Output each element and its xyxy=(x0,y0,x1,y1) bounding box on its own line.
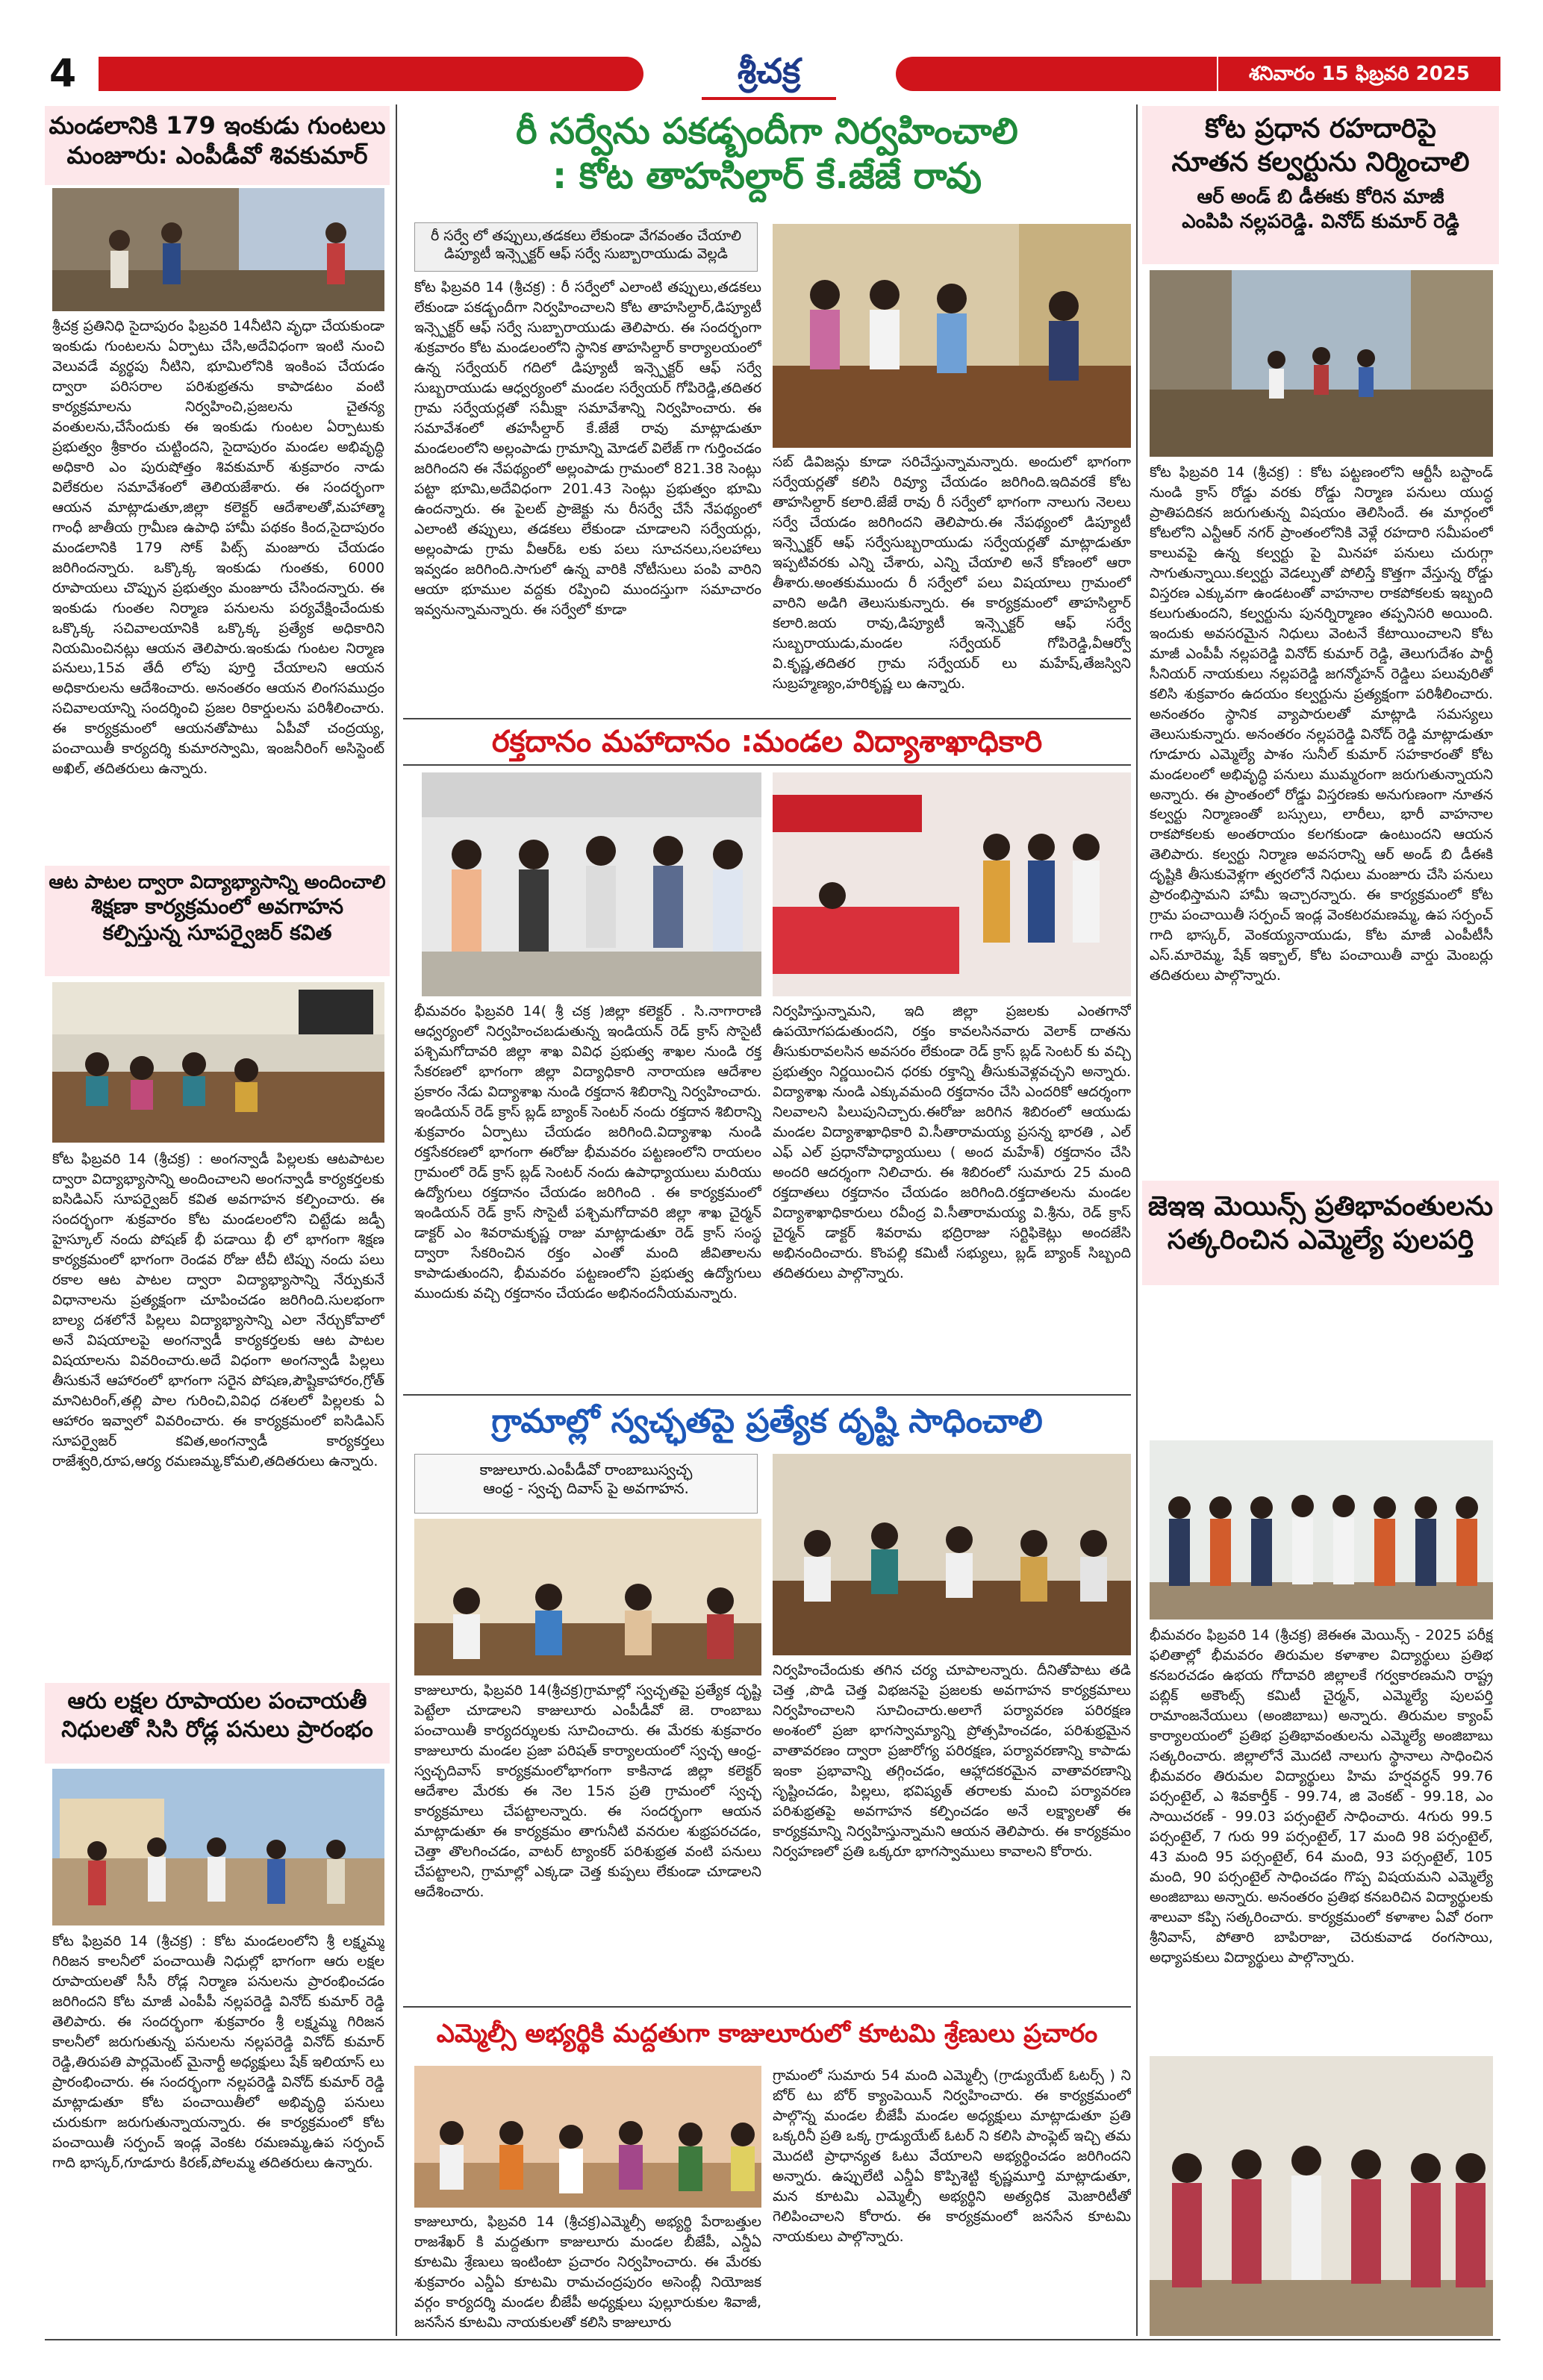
center-story4-body-col2: గ్రామంలో సుమారు 54 మంది ఎమ్మెల్సీ (గ్రాడ్యుయేట్ ఓటర్స్ ) ని బోర్ టు బోర్ క్యాంపెయిన్ నిర్వహించారు. ఈ కార్యక్రమంలో పాల్గొన్న మండల బీజేపీ మండల అధ్యక్షులు మాట్లాడుతూ ప్రతి ఒక్కరినీ ప్రతి ఒక్క గ్రాడ్యుయేట్ ఓటర్ ని కలిసి పాంఫ్లెట్ ఇచ్చి తమ మొదటి ప్రాధాన్యత ఓటు వేయాలని అభ్యర్థించడం జరిగిందని అన్నారు. ఉప్పులేటి ఎన్డీఏ కొప్పిశెట్టి కృష్ణమూర్తి మాట్లాడుతూ, మన కూటమి ఎమ్మెల్సీ అభ్యర్థిని అత్యధిక మెజారిటీతో గెలిపించాలని కోరారు. ఈ కార్యక్రమంలో జనసేన కూటమి నాయకులు పాల్గొన్నారు. xyxy=(773,2067,1131,2245)
issue-date: శనివారం 15 ఫిబ్రవరి 2025 xyxy=(1249,63,1470,85)
center-story3-caption xyxy=(414,1454,758,1514)
right-story2-headline xyxy=(1142,1181,1499,1285)
left-story1-headline xyxy=(45,106,390,185)
left-story2-headline-line2: శిక్షణా కార్యక్రమంలో అవగాహన xyxy=(90,894,344,919)
right-story1-subhead-line1: ఆర్ అండ్ బి డీఈకు కోరిన మాజీ xyxy=(1197,186,1444,208)
page-number: 4 xyxy=(49,51,77,96)
center-story4-body-col1: కాజులూరు, ఫిబ్రవరి 14 (శ్రీచక్ర)ఎమ్మెల్సీ అభ్యర్థి పేరాబత్తుల రాజశేఖర్ కి మద్దతుగా కాజులూరు మండల బీజేపీ, ఎన్డీఏ కూటమి శ్రేణులు ఇంటింటా ప్రచారం నిర్వహించారు. ఈ మేరకు శుక్రవారం ఎన్డీఏ కూటమి రామచంద్రపురం అసెంబ్లీ నియోజక వర్గం కార్యదర్శి మండల బీజేపీ అధ్యక్షులు పుల్లూరుకుల శివాజీ, జనసేన కూటమి నాయకులతో కలిసి కాజులూరు xyxy=(414,2214,761,2331)
center-story1-photo xyxy=(773,224,1131,448)
left-story2-body: కోట ఫిబ్రవరి 14 (శ్రీచక్ర) : అంగన్వాడీ పిల్లలకు ఆటపాటల ద్వారా విద్యాభ్యాసాన్ని అందించాలని అంగన్వాడీ కార్యకర్తలకు ఐసిడిఎస్ సూపర్వైజర్ కవిత అవగాహన కల్పించారు. ఈ సందర్భంగా శుక్రవారం కోట మండలంలోని చిట్టేడు జడ్పీ హైస్కూల్ నందు పోషణ్ భీ పడాయి భీ లో భాగంగా శిక్షణ కార్యక్రమంలో భాగంగా రెండవ రోజు టీచీ టిప్పు నందు పలు రకాల ఆట పాటల ద్వారా విద్యాభ్యాసాన్ని నేర్పుకునే విధానాలను ప్రత్యక్షంగా చూపించడం జరిగింది.సులభంగా బాల్య దశలోనే పిల్లలు విద్యాభ్యాసాన్ని ఎలా నేర్చుకోవాలో అనే విషయాలపై అంగన్వాడీ కార్యకర్తలకు ఆట పాటల విషయాలను వివరించారు.అదే విధంగా అంగన్వాడీ పిల్లలు తీసుకునే ఆహారంలో భాగంగా సరైన పోషణ,పౌష్టికాహారం,గ్రోత్ మానిటరింగ్,తల్లి పాల గురించి,వివిధ దశలలో పిల్లలకు ఏ ఆహారం ఇవ్వాలో వివరించారు. ఈ కార్యక్రమంలో ఐసిడిఎస్ సూపర్వైజర్ కవిత,అంగన్వాడీ కార్యకర్తలు రాజేశ్వరి,రూప,ఆర్య రమణమ్మ,కోమలి,తదితరులు ఉన్నారు. xyxy=(52,1151,384,1469)
center-story1-body-col2: సబ్ డివిజన్లు కూడా సరిచేస్తున్నామన్నారు. అందులో భాగంగా సర్వేయర్లతో కలిసి రివ్యూ చేయడం జరిగింది.ఇదివరకే కోట తాహసిల్దార్ కలారి.జేజే రావు రీ సర్వేలో భాగంగా నాలుగు నెలలు సర్వే చేయడం జరిగిందని తెలిపారు.ఈ నేపథ్యంలో డిప్యూటీ ఇన్స్పెక్టర్ ఆఫ్ సర్వేసుబ్బరాయుడు సర్వేయర్లతో మాట్లాడుతూ ఇప్పటివరకు ఎన్ని చేశారు, ఎన్ని చేయాలి అనే కోణంలో ఆరా తీశారు.అంతకుముందు రీ సర్వేలో పలు విషయాలు గ్రామంలో వారిని అడిగి తెలుసుకున్నారు. ఈ కార్యక్రమంలో తాహసిల్దార్ కలారి.జయ రావు,డిప్యూటీ ఇన్స్పెక్టర్ ఆఫ్ సర్వే సుబ్బరాయుడు,మండల సర్వేయర్ గోపిరెడ్డి,వీఆర్వో వి.కృష్ణ,తదితర గ్రామ సర్వేయర్ లు మహేష్,తేజస్విని సుబ్రహ్మణ్యం,హరికృష్ణ లు ఉన్నారు. xyxy=(773,454,1131,692)
center-story3-photo2 xyxy=(773,1454,1131,1655)
center-story2-body-col1: భీమవరం ఫిబ్రవరి 14( శ్రీ చక్ర )జిల్లా కలెక్టర్ . సి.నాగారాణి ఆధ్వర్యంలో నిర్వహించబడుతున్న ఇండియన్ రెడ్ క్రాస్ సొసైటీ పశ్చిమగోదావరి జిల్లా శాఖ వివిధ ప్రభుత్వ శాఖల నుండి రక్త సేకరణలో భాగంగా జిల్లా విద్యాధికారి నారాయణ ఆదేశాల ప్రకారం నేడు విద్యాశాఖ నుండి రక్తదాన శిబిరాన్ని నిర్వహించారు. ఇండియన్ రెడ్ క్రాస్ బ్లడ్ బ్యాంక్ సెంటర్ నందు రక్తదాన శిబిరాన్ని శుక్రవారం ఏర్పాటు చేయడం జరిగింది.విద్యాశాఖ నుండి రక్తసేకరణలో భాగంగా ఈరోజు భీమవరం పట్టణంలోని రాయలం గ్రామంలో రెడ్ క్రాస్ బ్లడ్ సెంటర్ నందు ఉపాధ్యాయులు మరియు ఉద్యోగులు రక్తదానం చేయడం జరిగింది . ఈ కార్యక్రమంలో ఇండియన్ రెడ్ క్రాస్ సొసైటీ పశ్చిమగోదావరి జిల్లా శాఖ చైర్మన్ డాక్టర్ ఎం శివరామకృష్ణ రాజు మాట్లాడుతూ రెడ్ క్రాస్ సంస్థ ద్వారా సేకరించిన రక్తం ఎంతో మంది జీవితాలను కాపాడుతుందని, భీమవరం పట్టణంలోని ప్రభుత్వ ఉద్యోగులు ముందుకు వచ్చి రక్తదానం చేయడం అభినందనీయమన్నారు. xyxy=(414,1003,761,1302)
center-story3-caption-line1: కాజులూరు.ఎంపీడీవో రాంబాబుస్వచ్ఛ xyxy=(479,1461,693,1478)
right-story1-headline-line1: కోట ప్రధాన రహదారిపై xyxy=(1205,113,1436,144)
masthead xyxy=(657,45,881,103)
right-story2-photo2 xyxy=(1150,2056,1493,2336)
center-story2-photo2 xyxy=(773,772,1131,996)
center-story1-headline xyxy=(403,106,1131,218)
left-story1-headline-line1: మండలానికి 179 ఇంకుడు గుంటలు xyxy=(49,111,386,140)
right-story2-photo1 xyxy=(1150,1440,1493,1620)
right-story1-body: కోట ఫిబ్రవరి 14 (శ్రీచక్ర) : కోట పట్టణంలోని ఆర్టీసీ బస్టాండ్ నుండి క్రాస్ రోడ్డు వరకు రోడ్డు నిర్మాణ పనులు యుద్ధ ప్రాతిపదికన జరుగుతున్న విషయం తెలిసిందే. ఈ మార్గంలో కోటలోని ఎన్టీఆర్ నగర్ ప్రాంతంలోనికి వెళ్లే రహదారి సమీపంలో కాలువపై ఉన్న కల్వర్టు పై మినహా పనులు చురుగ్గా సాగుతున్నాయి.కల్వర్టు వెడల్పుతో పోలిస్తే కొత్తగా వేస్తున్న రోడ్డు విస్తరణ ఎక్కువగా ఉండటంతో వాహనాల రాకపోకలకు ఇబ్బంది కలుగుతుందని, కల్వర్టును పునర్నిర్మాణం తప్పనిసరి అయింది. ఇందుకు అవసరమైన నిధులు వెంటనే కేటాయించాలని కోట మాజీ ఎంపీపీ నల్లపరెడ్డి వినోద్ కుమార్ రెడ్డి, తెలుగుదేశం పార్టీ సీనియర్ నాయకులు నల్లపరెడ్డి జగన్మోహన్ రెడ్డిలు పలువురితో కలిసి శుక్రవారం ఉదయం కల్వర్టును ప్రత్యక్షంగా పరిశీలించారు. అనంతరం స్థానిక వ్యాపారులతో మాట్లాడి సమస్యలు తెలుసుకున్నారు. అనంతరం నల్లపరెడ్డి వినోద్ రెడ్డి మాట్లాడుతూ గూడూరు ఎమ్మెల్యే పాశం సునీల్ కుమార్ సహకారంతో కోట మండలంలో అభివృద్ధి పనులు ముమ్మరంగా జరుగుతున్నాయని అన్నారు. ఈ ప్రాంతంలో రోడ్డు విస్తరణకు అనుగుణంగా నూతన కల్వర్టు నిర్మాణంతో బస్సులు, లారీలు, భారీ వాహనాల రాకపోకలకు అంతరాయం కలగకుండా ఉంటుందని ఆయన తెలిపారు. కల్వర్టు నిర్మాణ అవసరాన్ని ఆర్ అండ్ బి డీఈకి దృష్టికి తీసుకువెళ్లగా త్వరలోనే నిధులు మంజూరు చేసి పనులు ప్రారంభిస్తామని హామీ ఇచ్చారన్నారు. ఈ కార్యక్రమంలో కోట గ్రామ పంచాయితీ సర్పంచ్ ఇండ్ల వెంకటరమణమ్మ, ఉప సర్పంచ్ గాది భాస్కర్, వెంకయ్యనాయుడు, కోట మాజీ ఎంపీటీసీ ఎస్.మారెమ్మ, షేక్ ఇక్బాల్, కోట పంచాయితీ వార్డు మెంబర్లు తదితరులు పాల్గొన్నారు. xyxy=(1150,464,1493,984)
center-story2-body-col2: నిర్వహిస్తున్నామని, ఇది జిల్లా ప్రజలకు ఎంతగానో ఉపయోగపడుతుందని, రక్తం కావలసినవారు వెలాక్ దాతను తీసుకురావలసిన అవసరం లేకుండా రెడ్ క్రాస్ బ్లడ్ సెంటర్ కు వచ్చి ప్రభుత్వం నిర్ణయించిన ధరకు రక్తాన్ని తీసుకువెళ్లవచ్చని అన్నారు. విద్యాశాఖ నుండి ఎక్కువమంది రక్తదానం చేసి ఎందరికో ఆదర్శంగా నిలవాలని పిలుపునిచ్చారు.ఈరోజు జరిగిన శిబిరంలో ఆయుడు మండల విద్యాశాఖాధికారి వి.సీతారామయ్య ప్రసన్న భారతి , ఎల్ ఎఫ్ ఎల్ ప్రధానోపాధ్యాయులు ( అంద మహేశ్) రక్తదానం చేసి అందరి ఆదర్శంగా నిలిచారు. ఈ శిబిరంలో సుమారు 25 మంది రక్తదాతలు రక్తదానం చేయడం జరిగింది.రక్తదాతలను మండల విద్యాశాఖాధికారులు రవీంద్ర వి.సీతారామయ్య వి.శ్రీను, రెడ్ క్రాస్ చైర్మన్ డాక్టర్ శివరామ భద్రిరాజు సర్టిఫికెట్లు అందజేసి అభినందించారు. కొంపల్లి కమిటీ సభ్యులు, బ్లడ్ బ్యాంక్ సిబ్బంది తదితరులు పాల్గొన్నారు. xyxy=(773,1003,1131,1281)
center-story1-headline-line2: : కోట తాహసిల్దార్ కే.జేజే రావు xyxy=(552,155,982,197)
center-story2-headline-box xyxy=(403,718,1131,766)
left-story3-headline-line2: నిధులతో సిసి రోడ్ల పనులు ప్రారంభం xyxy=(61,1716,373,1743)
page-header xyxy=(45,45,1500,103)
right-story2-body: భీమవరం ఫిబ్రవరి 14 (శ్రీచక్ర) జెఈఈ మెయిన్స్ - 2025 పరీక్ష ఫలితాల్లో భీమవరం తిరుమల కళాశాల విద్యార్థులు ప్రతిభ కనబరచడం ఉభయ గోదావరి జిల్లాలకే గర్వకారణమని రాష్ట్ర పబ్లిక్ అకౌంట్స్ కమిటీ చైర్మన్, ఎమ్మెల్యే పులపర్తి రామాంజనేయులు (అంజిబాబు) అన్నారు. తిరుమల క్యాంప్ కార్యాలయంలో ప్రతిభ ప్రతిభావంతులను ఎమ్మెల్యే అంజిబాబు సత్కరించారు. జిల్లాలోనే మొదటి నాలుగు స్థానాలు సాధించిన భీమవరం తిరుమల విద్యార్థులు హిమ హర్షవర్ధన్ 99.76 పర్సంటైల్, ఎ శివకార్తీక్ - 99.74, జి వెంకట్ - 99.18, ఎం సాయిచరణ్ - 99.03 పర్సంటైల్ సాధించారు. 4గురు 99.5 పర్సంటైల్, 7 గురు 99 పర్సంటైల్, 17 మంది 98 పర్సంటైల్, 43 మంది 95 పర్సంటైల్, 64 మంది, 93 పర్సంటైల్, 105 మంది, 90 పర్సంటైల్ సాధించడం గొప్ప విషయమని ఎమ్మెల్యే అంజిబాబు అన్నారు. అనంతరం ప్రతిభ కనబరిచిన విద్యార్థులకు శాలువా కప్పి సత్కరించారు. కార్యక్రమంలో కళాశాల ఏవో రంగా శ్రీనివాస్, పోతారి బాపిరాజు, చెరుకువాడ రంగసాయి, అధ్యాపకులు విద్యార్థులు పాల్గొన్నారు. xyxy=(1150,1627,1493,1966)
left-story2-photo xyxy=(52,982,384,1143)
center-story4-photo xyxy=(414,2066,761,2208)
center-story3-caption-line2: ఆంధ్ర - స్వచ్ఛ దివాస్ పై అవగాహన. xyxy=(483,1479,689,1497)
center-story1-subhead-line2: డిప్యూటీ ఇన్స్పెక్టర్ ఆఫ్ సర్వే సుబ్బారాయుడు వెల్లడి xyxy=(444,245,728,262)
right-story1-headline xyxy=(1142,106,1499,264)
column-rule-right xyxy=(1136,104,1138,2336)
left-story1-photo xyxy=(52,188,384,311)
right-story1-photo xyxy=(1150,270,1493,457)
right-story1-subhead-line2: ఎంపిపి నల్లపరెడ్డి. వినోద్ కుమార్ రెడ్డి xyxy=(1182,210,1459,233)
center-story3-headline: గ్రామాల్లో స్వచ్ఛతపై ప్రత్యేక దృష్టి సాధించాలి xyxy=(491,1402,1043,1440)
center-story4-headline-box xyxy=(403,2006,1131,2060)
left-story3-headline xyxy=(45,1683,390,1764)
header-bar-left xyxy=(99,57,643,91)
left-story2-headline-line3: కల్పిస్తున్న సూపర్వైజర్ కవిత xyxy=(102,920,332,946)
center-story3-photo1 xyxy=(414,1519,761,1675)
left-story2-headline xyxy=(45,866,390,976)
left-story2-headline-line1: ఆట పాటల ద్వారా విద్యాభ్యాసాన్ని అందించాలి xyxy=(49,871,386,893)
left-story3-body: కోట ఫిబ్రవరి 14 (శ్రీచక్ర) : కోట మండలంలోని శ్రీ లక్ష్మమ్మ గిరిజన కాలనీలో పంచాయితీ నిధుల్లో భాగంగా ఆరు లక్షల రూపాయలతో సీసీ రోడ్ల నిర్మాణ పనులను ప్రారంభించడం జరిగిందని కోట మాజీ ఎంపీపీ నల్లపరెడ్డి వినోద్ కుమార్ రెడ్డి తెలిపారు. ఈ సందర్భంగా శుక్రవారం శ్రీ లక్ష్మమ్మ గిరిజన కాలనీలో జరుగుతున్న పనులను నల్లపరెడ్డి వినోద్ కుమార్ రెడ్డి,తిరుపతి పార్లమెంట్ మైనార్టీ అధ్యక్షులు షేక్ ఇలియాస్ లు ప్రారంభించారు. ఈ సందర్భంగా నల్లపరెడ్డి వినోద్ కుమార్ రెడ్డి మాట్లాడుతూ కోట పంచాయితీలో అభివృద్ధి పనులు చురుకుగా జరుగుతున్నాయన్నారు. ఈ కార్యక్రమంలో కోట పంచాయితీ సర్పంచ్ ఇండ్ల వెంకట రమణమ్మ,ఉప సర్పంచ్ గాది భాస్కర్,గూడూరు కిరణ్,పోలమ్మ తదితరులు ఉన్నారు. xyxy=(52,1933,384,2171)
left-story1-body: శ్రీచక్ర ప్రతినిధి సైదాపురం ఫిబ్రవరి 14నీటిని వృధా చేయకుండా ఇంకుడు గుంటలను ఏర్పాటు చేసి,అదేవిధంగా ఇంటి నుంచి వెలువడే వ్యర్థపు నీటిని, భూమిలోనికి ఇంకింప చేయడం ద్వారా పరిసరాల పరిశుభ్రతను కాపాడటం వంటి కార్యక్రమాలను నిర్వహించి,ప్రజలను చైతన్య వంతులను,చేసేందుకు ఈ ఇంకుడు గుంటల ఏర్పాటుకు ప్రభుత్వం శ్రీకారం చుట్టిందని, సైదాపురం మండల అభివృద్ధి అధికారి ఎం పురుషోత్తం శివకుమార్ శుక్రవారం నాడు విలేకరుల సమావేశంలో తెలియజేశారు. ఈ సందర్భంగా ఆయన మాట్లాడుతూ,జిల్లా కలెక్టర్ ఆదేశాలతో,మహాత్మా గాంధీ జాతీయ గ్రామీణ ఉపాధి హామీ పథకం కింద,సైదాపురం మండలానికి 179 సోక్ పిట్స్ మంజూరు చేయడం జరిగిందన్నారు. ఒక్కొక్క ఇంకుడు గుంతకు, 6000 రూపాయలు చొప్పున ప్రభుత్వం మంజూరు చేసిందన్నారు. ఈ ఇంకుడు గుంతల నిర్మాణ పనులను పర్యవేక్షించేందుకు ఒక్కొక్క సచివాలయానికి ఒక్కొక్క ప్రత్యేక అధికారిని నియమించినట్లు ఆయన తెలిపారు.ఇంకుడు గుంటల నిర్మాణ పనులు,15వ తేదీ లోపు పూర్తి చేయాలని ఆయన అధికారులను ఆదేశించారు. అనంతరం ఆయన లింగసముద్రం సచివాలయాన్ని సందర్శించి ప్రజల రికార్డులను పరిశీలించారు. ఈ కార్యక్రమంలో ఆయనతోపాటు ఏపీవో చంద్రయ్య, పంచాయితీ కార్యదర్శి కుమారస్వామి, ఇంజనీరింగ్ అసిస్టెంట్ అఖిల్, తదితరులు ఉన్నారు. xyxy=(52,318,384,778)
center-story3-body-col2: నిర్వహించేందుకు తగిన చర్య చూపాలన్నారు. దీనితోపాటు తడి చెత్త ,పొడి చెత్త విభజనపై ప్రజలకు అవగాహన కార్యక్రమాలు నిర్వహించాలని సూచించారు.అలాగే పర్యావరణ పరిరక్షణ అంశంలో ప్రజా భాగస్వామ్యాన్ని ప్రోత్సహించడం, పరిశుభ్రమైన వాతావరణం ద్వారా ప్రజారోగ్య పరిరక్షణ, పర్యావరణాన్ని కాపాడు ఇంకా ప్రభావాన్ని తగ్గించడం, ఆహ్లాదకరమైన వాతావరణాన్ని సృష్టించడం, పిల్లలు, భవిష్యత్ తరాలకు మంచి పర్యావరణ పరిశుభ్రతపై అవగాహన కల్పించడం అనే లక్ష్యాలతో ఈ కార్యక్రమాన్ని నిర్వహిస్తున్నామని ఆయన తెలిపారు. ఈ కార్యక్రమం నిర్వహణలో ప్రతి ఒక్కరూ భాగస్వాములు కావాలని కోరారు. xyxy=(773,1662,1131,1860)
center-story2-headline: రక్తదానం మహాదానం :మండల విద్యాశాఖాధికారి xyxy=(491,725,1043,759)
page-bottom-rule xyxy=(45,2339,1500,2340)
right-story2-headline-line2: సత్కరించిన ఎమ్మెల్యే పులపర్తి xyxy=(1167,1225,1474,1255)
center-story1-headline-line1: రీ సర్వేను పకడ్బందీగా నిర్వహించాలి xyxy=(516,110,1018,152)
center-story3-headline-box xyxy=(403,1394,1131,1448)
center-story1-subhead-line1: రీ సర్వే లో తప్పులు,తడకలు లేకుండా వేగవంతం చేయాలి xyxy=(430,228,742,244)
center-story1-body-col1: కోట ఫిబ్రవరి 14 (శ్రీచక్ర) : రీ సర్వేలో ఎలాంటి తప్పులు,తడకలు లేకుండా పకడ్బందీగా నిర్వహించాలని కోట తాహసిల్దార్,డిప్యూటీ ఇన్స్పెక్టర్ ఆఫ్ సర్వే సుబ్బారాయుడు తెలిపారు. ఈ సందర్భంగా శుక్రవారం కోట మండలంలోని స్థానిక తాహసిల్దార్ కార్యాలయంలో ఉన్న సర్వేయర్ గదిలో డిప్యూటీ ఇన్స్పెక్టర్ ఆఫ్ సర్వే సుబ్బరాయుడు ఆధ్వర్యంలో మండల సర్వేయర్ గోపిరెడ్డి,తదితర గ్రామ సర్వేయర్లతో సమీక్షా సమావేశాన్ని నిర్వహించారు. ఈ సమావేశంలో తహసీల్దార్ కే.జేజే రావు మాట్లాడుతూ మండలంలోని అల్లంపాడు గ్రామాన్ని మోడల్ విలేజ్ గా గుర్తించడం జరిగిందని ఈ నేపథ్యంలో అల్లంపాడు గ్రామంలో 821.38 సెంట్లు పట్టా భూమి,అదేవిధంగా 201.43 సెంట్లు ప్రభుత్వం భూమి ఉందన్నారు. ఈ పైలట్ ప్రాజెక్టు ను రీసర్వే చేసే నేపథ్యంలో ఎలాంటి తప్పులు, తడకలు లేకుండా చూడాలని సర్వేయర్లు, అల్లంపాడు గ్రామ వీఆర్ఓ లకు పలు సూచనలు,సలహాలు ఇవ్వడం జరిగింది.సాగులో ఉన్న వారికి నోటీసులు పంపి వారిని ఆయా భూముల వద్దకు రప్పించి ముందస్తుగా సమాచారం ఇవ్వనున్నామన్నారు. ఈ సర్వేలో కూడా xyxy=(414,279,761,618)
center-story3-body-col1: కాజులూరు, ఫిబ్రవరి 14(శ్రీచక్ర)గ్రామాల్లో స్వచ్ఛతపై ప్రత్యేక దృష్టి పెట్టేలా చూడాలని కాజులూరు ఎంపీడీవో జె. రాంబాబు పంచాయితీ కార్యదర్శులకు సూచించారు. ఈ మేరకు శుక్రవారం కాజులూరు మండల ప్రజా పరిషత్ కార్యాలయంలో స్వచ్ఛ ఆంధ్ర- స్వచ్ఛదివాస్ కార్యక్రమంలోభాగంగా కాకినాడ జిల్లా కలెక్టర్ ఆదేశాల మేరకు ఈ నెల 15న ప్రతి గ్రామంలో స్వచ్ఛ కార్యక్రమాలు చేపట్టాలన్నారు. ఈ సందర్భంగా ఆయన మాట్లాడుతూ ఈ కార్యక్రమం తాగునీటి వనరుల శుభ్రపరచడం, చెత్తా తొలగించడం, వాటర్ ట్యాంకర్ పరిశుభ్రత వంటి పనులు చేపట్టాలని, గ్రామాల్లో ఎక్కడా చెత్త కుప్పలు లేకుండా చూడాలని ఆదేశించారు. xyxy=(414,1682,761,1900)
masthead-title: శ్రీచక్ర xyxy=(737,51,801,91)
left-story1-headline-line2: మంజూరు: ఎంపీడీవో శివకుమార్ xyxy=(66,141,368,169)
center-story2-photo1 xyxy=(422,772,761,996)
column-rule-left xyxy=(396,104,397,2336)
center-story4-headline: ఎమ్మెల్సీ అభ్యర్థికి మద్దతుగా కాజులూరులో కూటమి శ్రేణులు ప్రచారం xyxy=(436,2019,1098,2049)
center-story1-subhead xyxy=(414,222,758,272)
header-bar-right xyxy=(896,57,1217,91)
right-story2-headline-line1: జెఇఇ మెయిన్స్ ప్రతిభావంతులను xyxy=(1147,1191,1494,1222)
right-story1-headline-line2: నూతన కల్వర్టును నిర్మించాలి xyxy=(1171,147,1470,178)
masthead-tagline-rule xyxy=(702,97,836,100)
page-number-box xyxy=(45,45,99,103)
date-box xyxy=(1218,57,1500,91)
left-story3-headline-line1: ఆరు లక్షల రూపాయల పంచాయతీ xyxy=(67,1688,367,1714)
left-story3-photo xyxy=(52,1769,384,1925)
